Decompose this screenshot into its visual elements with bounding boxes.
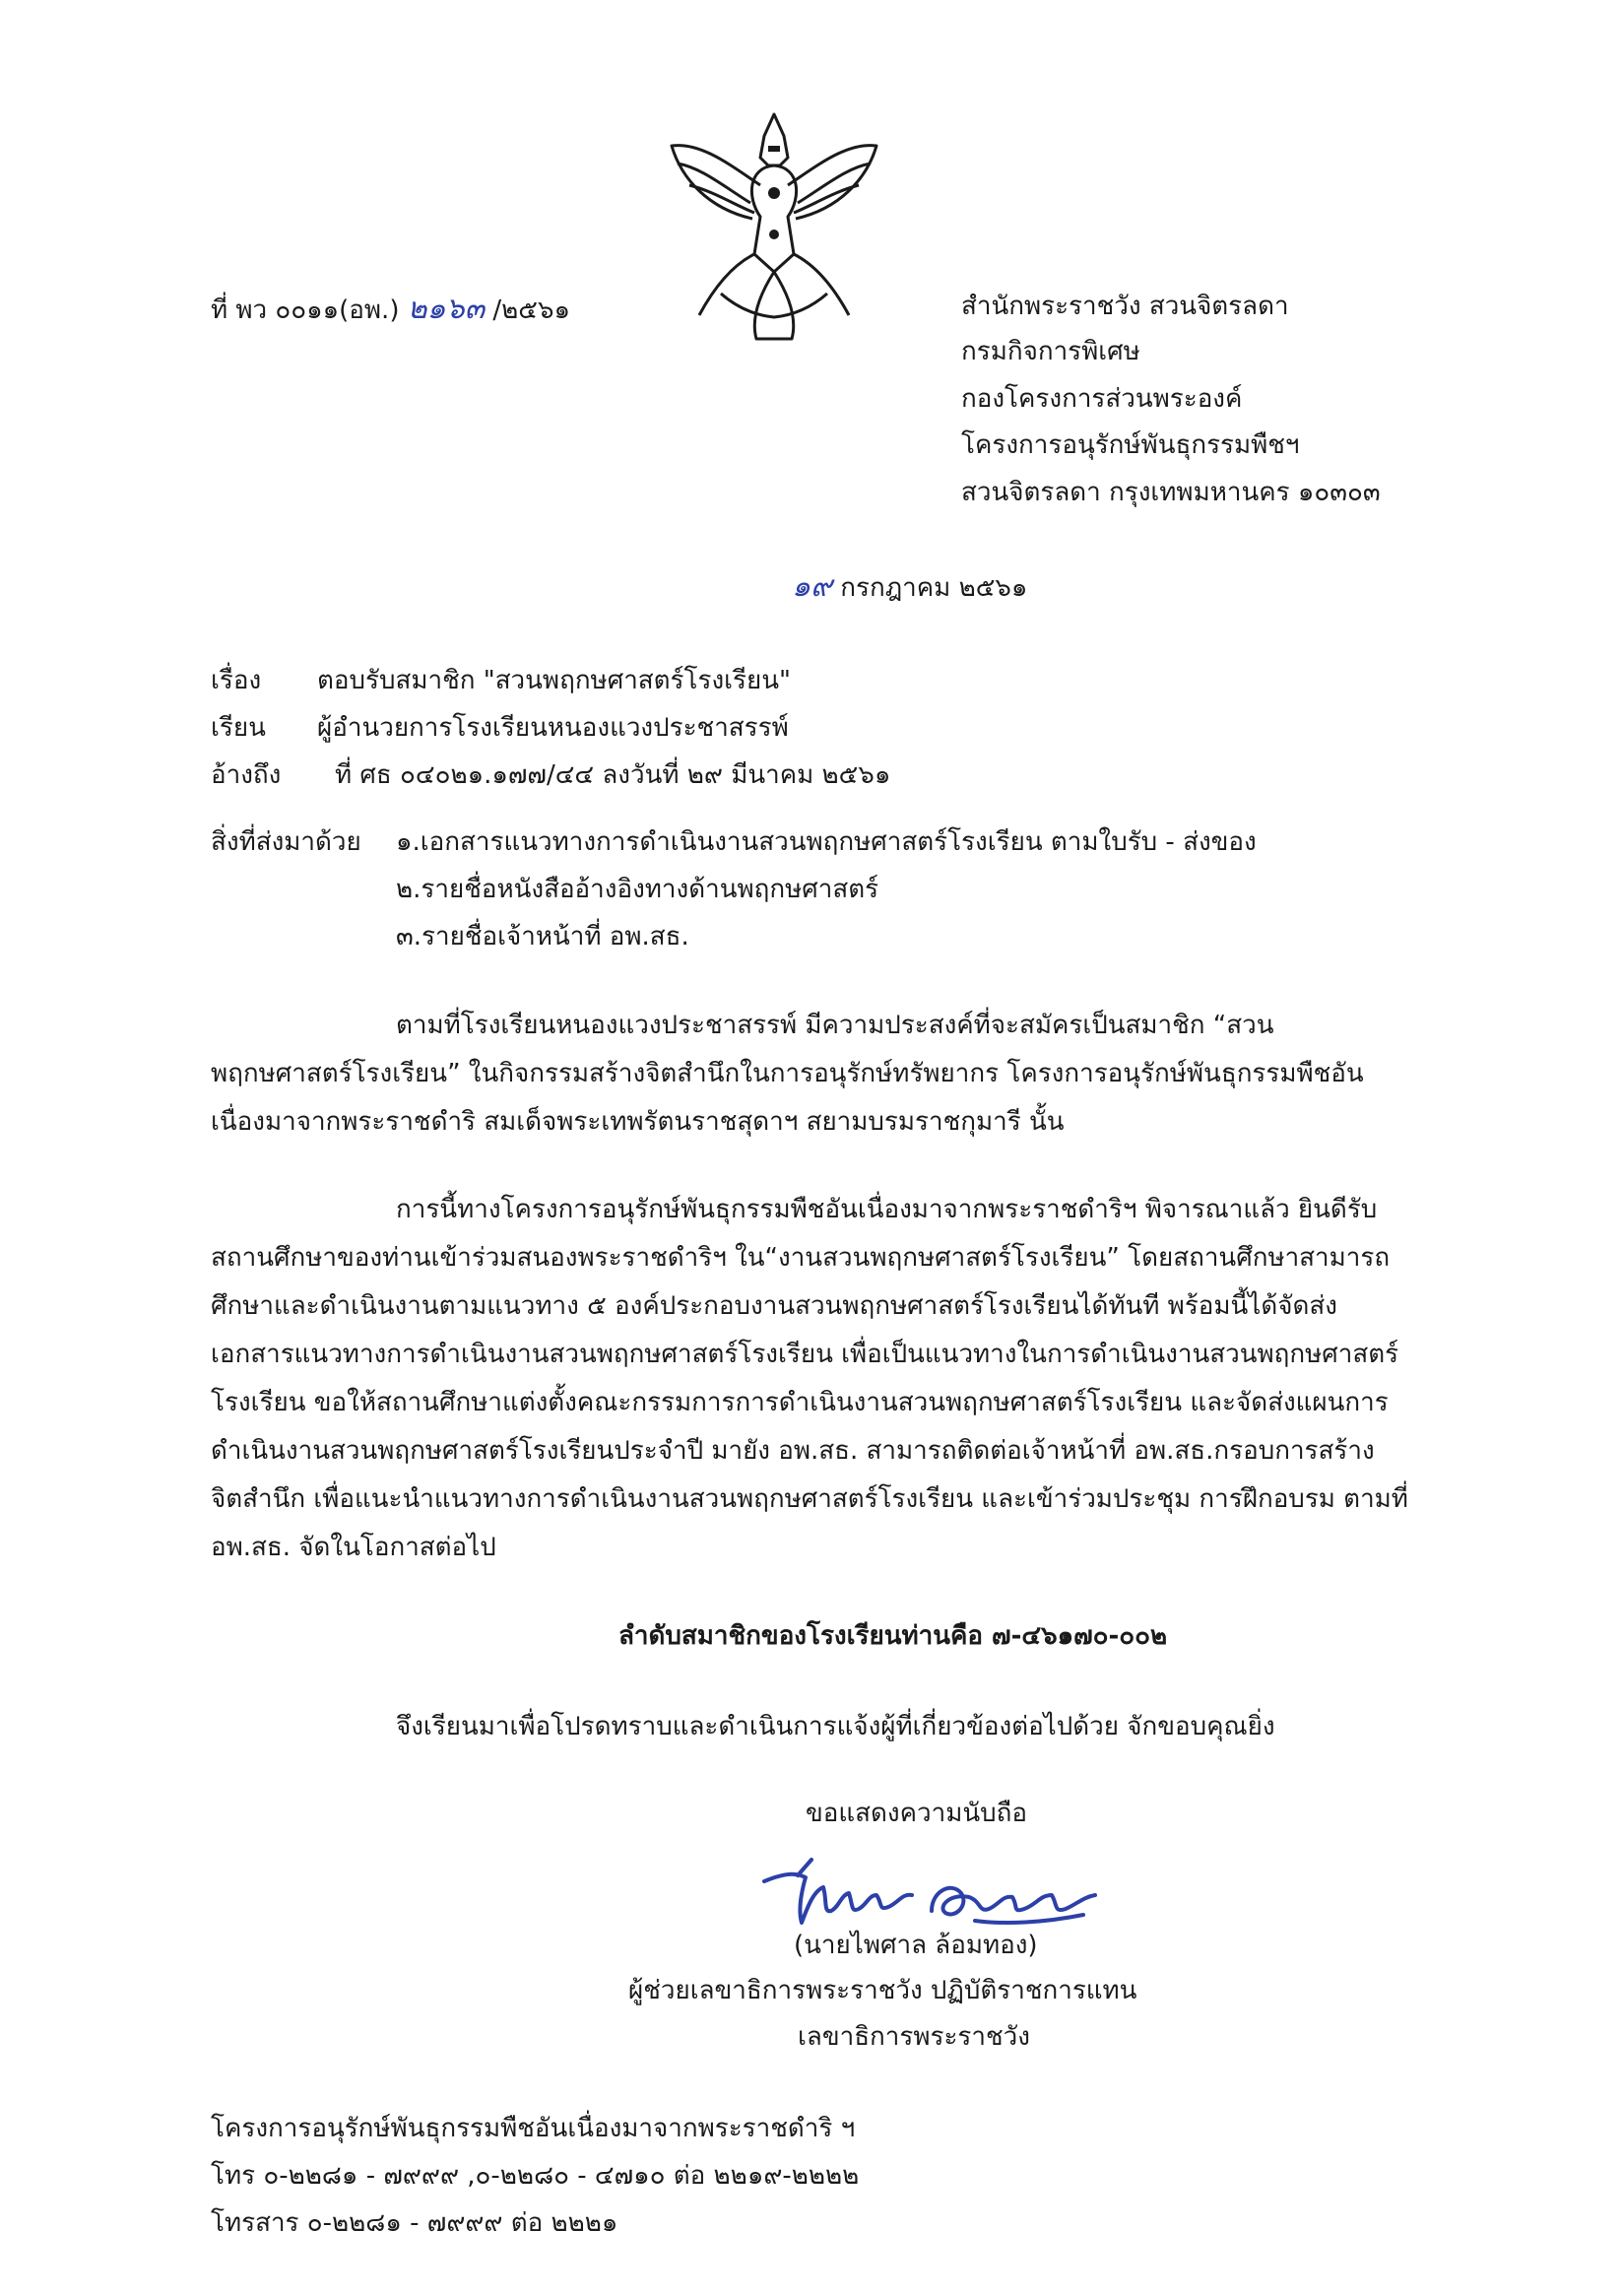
handwritten-signature: [758, 1852, 1113, 1940]
sender-line-2: กรมกิจการพิเศษ: [961, 337, 1140, 366]
sender-line-4: โครงการอนุรักษ์พันธุกรรมพืชฯ: [961, 430, 1300, 460]
reference-handwritten-number: ๒๑๖๓: [407, 292, 486, 326]
para1-line: ตามที่โรงเรียนหนองแวงประชาสรรพ์ มีความประสงค์ที่จะสมัครเป็นสมาชิก “สวน: [396, 1011, 1274, 1040]
reference-label: อ้างถึง: [211, 760, 282, 790]
para2-line: ศึกษาและดำเนินงานตามแนวทาง ๕ องค์ประกอบงานสวนพฤกษศาสตร์โรงเรียนได้ทันที พร้อมนี้ได้จัดส่ง: [211, 1291, 1337, 1321]
para2-line: การนี้ทางโครงการอนุรักษ์พันธุกรรมพืชอันเนื่องมาจากพระราชดำริฯ พิจารณาแล้ว ยินดีรับ: [396, 1195, 1378, 1224]
enclosure-label: สิ่งที่ส่งมาด้วย: [211, 827, 361, 857]
subject-label: เรื่อง: [211, 666, 262, 695]
closing-request: จึงเรียนมาเพื่อโปรดทราบและดำเนินการแจ้งผู้ที่เกี่ยวข้องต่อไปด้วย จักขอบคุณยิ่ง: [396, 1712, 1275, 1741]
salutation: ขอแสดงความนับถือ: [806, 1799, 1027, 1828]
footer-phone: โทร ๐-๒๒๘๑ - ๗๙๙๙ ,๐-๒๒๘๐ - ๔๗๑๐ ต่อ ๒๒๑๙-๒๒๒๒: [211, 2161, 860, 2191]
to-label: เรียน: [211, 713, 266, 743]
garuda-emblem-icon: [662, 106, 886, 347]
signer-title-line-2: เลขาธิการพระราชวัง: [798, 2022, 1030, 2052]
para2-line: อพ.สธ. จัดในโอกาสต่อไป: [211, 1533, 496, 1562]
footer-organization: โครงการอนุรักษ์พันธุกรรมพืชอันเนื่องมาจากพระราชดำริ ฯ: [211, 2114, 856, 2143]
sender-line-3: กองโครงการส่วนพระองค์: [961, 384, 1243, 414]
para2-line: เอกสารแนวทางการดำเนินงานสวนพฤกษศาสตร์โรงเรียน เพื่อเป็นแนวทางในการดำเนินงานสวนพฤกษศาสตร์: [211, 1340, 1399, 1369]
para2-line: โรงเรียน ขอให้สถานศึกษาแต่งตั้งคณะกรรมการการดำเนินงานสวนพฤกษศาสตร์โรงเรียน และจัดส่งแผนการ: [211, 1388, 1389, 1417]
signer-title-line-1: ผู้ช่วยเลขาธิการพระราชวัง ปฏิบัติราชการแทน: [628, 1976, 1137, 2005]
para1-line: พฤกษศาสตร์โรงเรียน” ในกิจกรรมสร้างจิตสำนึกในการอนุรักษ์ทรัพยากร โครงการอนุรักษ์พันธุกรรมพืชอัน: [211, 1059, 1364, 1088]
reference-suffix: /๒๕๖๑: [492, 295, 570, 325]
enclosure-item: ๓.รายชื่อเจ้าหน้าที่ อพ.สธ.: [396, 922, 689, 951]
reference-number: [211, 292, 570, 327]
para2-line: จิตสำนึก เพื่อแนะนำแนวทางการดำเนินงานสวนพฤกษศาสตร์โรงเรียน และเข้าร่วมประชุม การฝึกอบรม ตามที่: [211, 1484, 1408, 1514]
date-month-year: กรกฎาคม ๒๕๖๑: [840, 573, 1028, 603]
subject-value: ตอบรับสมาชิก "สวนพฤกษศาสตร์โรงเรียน": [317, 666, 791, 695]
sender-line-5: สวนจิตรลดา กรุงเทพมหานคร ๑๐๓๐๓: [961, 478, 1381, 507]
signer-name: (นายไพศาล ล้อมทอง): [794, 1931, 1038, 1960]
date-day-handwritten: ๑๙: [792, 569, 833, 604]
reference-prefix: ที่ พว ๐๐๑๑(อพ.): [211, 295, 400, 325]
sender-line-1: สำนักพระราชวัง สวนจิตรลดา: [961, 292, 1289, 321]
para1-line: เนื่องมาจากพระราชดำริ สมเด็จพระเทพรัตนราชสุดาฯ สยามบรมราชกุมารี นั้น: [211, 1107, 1065, 1137]
enclosure-item: ๑.เอกสารแนวทางการดำเนินงานสวนพฤกษศาสตร์โรงเรียน ตามใบรับ - ส่งของ: [396, 827, 1257, 857]
letter-date: [792, 569, 1027, 605]
reference-value: ที่ ศธ ๐๔๐๒๑.๑๗๗/๔๔ ลงวันที่ ๒๙ มีนาคม ๒๕๖๑: [335, 760, 891, 790]
to-value: ผู้อำนวยการโรงเรียนหนองแวงประชาสรรพ์: [317, 713, 789, 743]
para2-line: สถานศึกษาของท่านเข้าร่วมสนองพระราชดำริฯ ใน“งานสวนพฤกษศาสตร์โรงเรียน” โดยสถานศึกษาสามารถ: [211, 1243, 1391, 1273]
enclosure-item: ๒.รายชื่อหนังสืออ้างอิงทางด้านพฤกษศาสตร์: [396, 875, 879, 904]
member-number-line: ลำดับสมาชิกของโรงเรียนท่านคือ ๗-๔๖๑๗๐-๐๐๒: [618, 1621, 1168, 1651]
para2-line: ดำเนินงานสวนพฤกษศาสตร์โรงเรียนประจำปี มายัง อพ.สธ. สามารถติดต่อเจ้าหน้าที่ อพ.สธ.กรอบการสร้าง: [211, 1436, 1375, 1466]
footer-fax: โทรสาร ๐-๒๒๘๑ - ๗๙๙๙ ต่อ ๒๒๒๑: [211, 2208, 618, 2238]
